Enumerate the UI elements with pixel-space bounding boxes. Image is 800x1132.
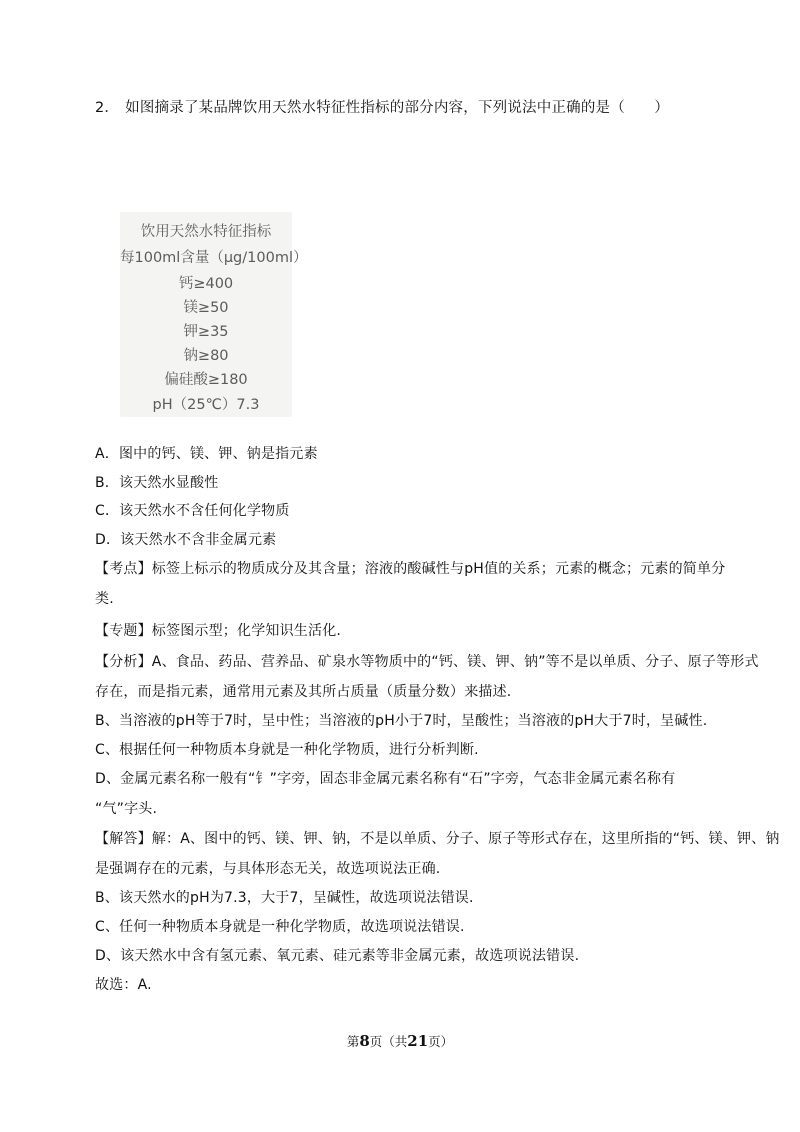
option-c: C．该天然水不含任何化学物质 bbox=[95, 503, 290, 519]
question-text: 如图摘录了某品牌饮用天然水特征性指标的部分内容，下列说法中正确的是（ ） bbox=[125, 100, 670, 116]
label-magnesium: 镁≥50 bbox=[183, 300, 229, 316]
option-b: B．该天然水显酸性 bbox=[95, 475, 219, 491]
jieda-line-4: C、任何一种物质本身就是一种化学物质，故选项说法错误. bbox=[95, 919, 465, 935]
fenxi-line-5: D、金属元素名称一般有“钅”字旁，固态非金属元素名称有“石”字旁，气态非金属元素名称有 bbox=[95, 771, 676, 787]
label-title: 饮用天然水特征指标 bbox=[140, 224, 272, 240]
water-label-image bbox=[120, 212, 308, 417]
kaodian-line-1: 【考点】标签上标示的物质成分及其含量；溶液的酸碱性与pH值的关系；元素的概念；元素的简单分 bbox=[95, 561, 726, 577]
option-d: D．该天然水不含非金属元素 bbox=[95, 532, 277, 548]
question-number: 2． bbox=[95, 100, 120, 116]
fenxi-line-4: C、根据任何一种物质本身就是一种化学物质，进行分析判断. bbox=[95, 742, 479, 758]
footer-middle: 页（共 bbox=[369, 1034, 408, 1049]
jieda-line-1: 【解答】解：A、图中的钙、镁、钾、钠，不是以单质、分子、原子等形式存在，这里所指的“钙、镁、钾、钠 bbox=[95, 831, 780, 847]
fenxi-line-2: 存在，而是指元素，通常用元素及其所占质量（质量分数）来描述. bbox=[95, 684, 512, 700]
fenxi-line-3: B、当溶液的pH等于7时，呈中性；当溶液的pH小于7时，呈酸性；当溶液的pH大于7时，呈碱性. bbox=[95, 713, 708, 729]
page-footer bbox=[0, 1032, 800, 1050]
label-metasilicic-acid: 偏硅酸≥180 bbox=[164, 372, 248, 388]
footer-prefix: 第 bbox=[346, 1034, 360, 1049]
jieda-line-2: 是强调存在的元素，与具体形态无关，故选项说法正确. bbox=[95, 861, 441, 877]
footer-suffix: 页） bbox=[428, 1034, 454, 1049]
label-potassium: 钾≥35 bbox=[183, 324, 229, 340]
label-calcium: 钙≥400 bbox=[178, 276, 234, 292]
fenxi-line-6: “气”字头. bbox=[95, 801, 158, 817]
option-a: A．图中的钙、镁、钾、钠是指元素 bbox=[95, 446, 318, 462]
zhuanti-line: 【专题】标签图示型；化学知识生活化. bbox=[95, 623, 342, 639]
fenxi-line-1: 【分析】A、食品、药品、营养品、矿泉水等物质中的“钙、镁、钾、钠”等不是以单质、分子、原子等形式 bbox=[95, 654, 759, 670]
jieda-line-5: D、该天然水中含有氢元素、氧元素、硅元素等非金属元素，故选项说法错误. bbox=[95, 948, 580, 964]
label-sodium: 钠≥80 bbox=[183, 348, 229, 364]
label-unit: 每100ml含量（μg/100ml） bbox=[120, 250, 308, 266]
answer-line: 故选：A. bbox=[95, 977, 152, 993]
footer-total-pages: 21 bbox=[407, 1032, 429, 1050]
kaodian-line-2: 类. bbox=[95, 591, 114, 607]
footer-page-number: 8 bbox=[359, 1032, 370, 1050]
question-stem bbox=[95, 96, 669, 117]
label-ph: pH（25℃）7.3 bbox=[152, 397, 260, 413]
jieda-line-3: B、该天然水的pH为7.3，大于7，呈碱性，故选项说法错误. bbox=[95, 890, 474, 906]
